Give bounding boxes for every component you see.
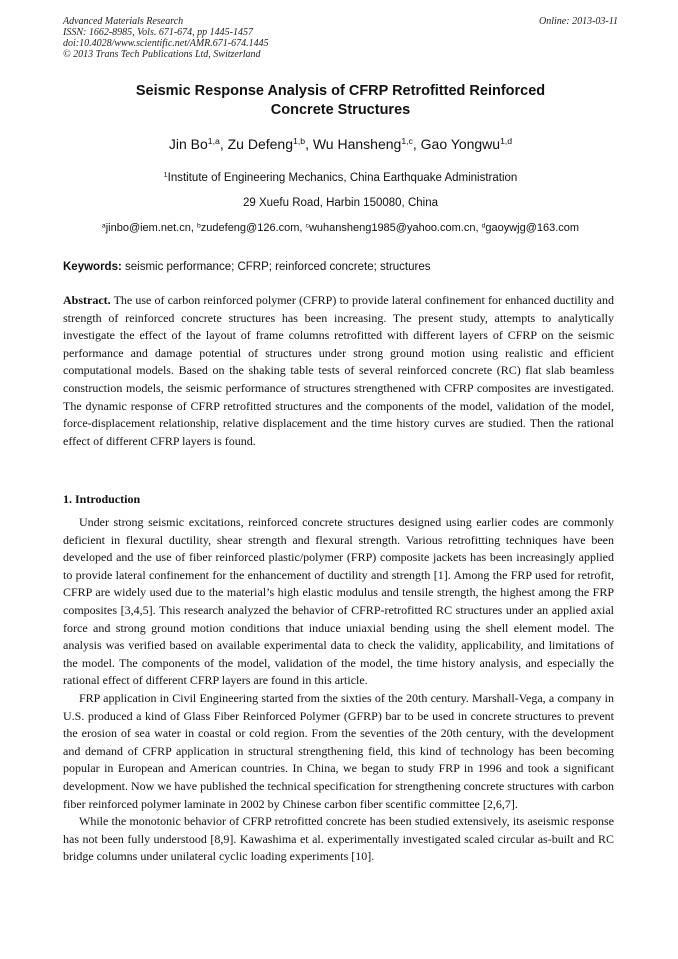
intro-paragraph: While the monotonic behavior of CFRP retrofitted concrete has been studied extensively, its aseismic response has not been fully understood [8,9]. Kawashima et al. experimentally investigated scaled circular as-built and RC bridge columns under unilateral cyclic loading experiments [10]. [63,814,614,864]
author [421,136,512,152]
email-link[interactable]: wuhansheng1985@yahoo.com.cn [308,222,476,234]
author [313,136,413,152]
affiliation-superscript: 1 [163,171,168,180]
online-date: Online: 2013-03-11 [539,16,618,27]
email-superscript: a [101,222,106,230]
journal-header [63,16,618,60]
email-superscript: d [481,222,486,230]
email-superscript: b [196,222,201,230]
paper-title [63,82,618,120]
author-superscript: 1,c [401,136,413,147]
author-superscript: 1,d [500,136,513,147]
abstract-text: The use of carbon reinforced polymer (CFRP) to provide lateral confinement for enhanced ductility and strength of reinforced concrete structures has been increasing. The present study, attempts to analytically investigate the effect of the layout of frame columns retrofitted with different layers of CFRP on the seismic performance and damage potential of structures under strong ground motion using realistic and efficient computational models. Based on the shaking table tests of several reinforced concrete (RC) flat slab beamless construction models, the seismic performance of structures strengthened with CFRP composites are investigated. The dynamic response of CFRP retrofitted structures and the components of the model, validation of the model, force-displacement relationship, relative displacement and the time history curves are studied. Then the rational effect of different CFRP layers is found. [63,293,614,448]
author-name: Wu Hansheng [312,136,402,152]
issn-line: ISSN: 1662-8985, Vols. 671-674, pp 1445-1457 [63,27,253,38]
author-name: Zu Defeng [227,136,293,152]
author [228,136,305,152]
keywords-label: Keywords: [63,261,122,273]
email-list: $^a$jinbo@iem.net.cn, $^b$zudefeng@126.com, $^c$wuhansheng1985@yahoo.com.cn, $^d$gaoywjg@163.com [101,222,580,234]
email-link[interactable]: jinbo@iem.net.cn [105,222,191,234]
doi-line: doi:10.4028/www.scientific.net/AMR.671-674.1445 [63,38,269,49]
author-name: Jin Bo [168,136,208,152]
author-superscript: 1,a [207,136,220,147]
copyright-line: © 2013 Trans Tech Publications Ltd, Switzerland [63,49,261,60]
institute-name: Institute of Engineering Mechanics, China Earthquake Administration [167,172,518,184]
keywords-text: seismic performance; CFRP; reinforced concrete; structures [125,261,431,273]
intro-paragraph: Under strong seismic excitations, reinforced concrete structures designed using earlier codes are commonly deficient in flexural ductility, shear strength and flexural strength. Various retrofitting techniques have been developed and the use of fiber reinforced plastic/polymer (FRP) composite jackets has been increasingly applied to provide lateral confinement for the enhancement of ductility and strength [1]. Among the FRP used for retrofit, CFRP are widely used due to the material’s high elastic modulus and tensile strength, the highest among the FRP composites [3,4,5]. This research analyzed the behavior of CFRP-retrofitted RC structures under an applied axial force and strong ground motion conditions that induce uniaxial bending using the shell element model. The analysis was verified based on available experimental data to check the validity, applicability, and limitations of the model. The components of the model, validation of the model, the time history analysis, and especially the rational effect of different CFRP layers are found in this article. [63,515,614,688]
affiliation-institute [63,170,618,186]
journal-name: Advanced Materials Research [63,16,184,27]
abstract-label: Abstract. [63,293,111,307]
author [169,136,220,152]
title-line-1: Seismic Response Analysis of CFRP Retrofitted Reinforced [135,83,546,99]
intro-paragraph: FRP application in Civil Engineering started from the sixties of the 20th century. Marshall-Vega, a company in U.S. produced a kind of Glass Fiber Reinforced Polymer (GFRP) bar to be used in concrete structures to prevent the erosion of sea water in coastal or cold region. From the seventies of the 20th century, with the development and demand of CFRP application in structural strengthening field, this kind of technology has been becoming popular in European and American countries. In China, we began to study FRP in 1996 and took a significant development. Now we have published the technical specification for strengthening concrete structures with carbon fiber reinforced polymer laminate in 2002 by Chinese carbon fiber scentific committee [2,6,7]. [63,690,614,811]
author-superscript: 1,b [293,136,306,147]
email-link[interactable]: gaoywjg@163.com [485,222,580,234]
section-heading-introduction: 1. Introduction [63,492,141,506]
email-link[interactable]: zudefeng@126.com [200,222,300,234]
abstract [63,292,614,450]
title-line-2: Concrete Structures [270,102,411,118]
introduction-body [63,514,614,866]
keywords [63,259,618,275]
author-list: Jin Bo$^{1,a}$, Zu Defeng$^{1,b}$, Wu Hansheng$^{1,c}$, Gao Yongwu$^{1,d}$ [168,136,513,152]
email-superscript: c [305,222,309,230]
affiliation-address: 29 Xuefu Road, Harbin 150080, China [242,197,438,209]
author-name: Gao Yongwu [420,136,501,152]
